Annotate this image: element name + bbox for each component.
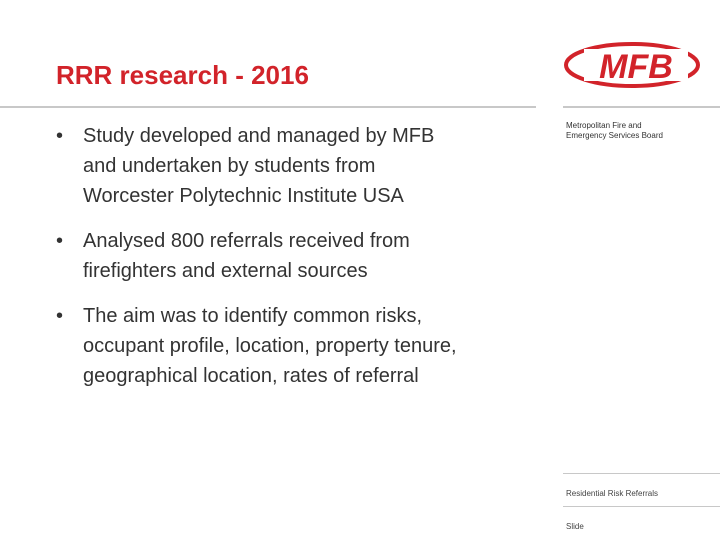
footer-divider [563, 506, 720, 507]
bullet-line: Worcester Polytechnic Institute USA [83, 185, 404, 207]
bullet-line: The aim was to identify common risks, [83, 305, 422, 327]
slide-title: RRR research - 2016 [56, 60, 309, 90]
organization-line: Metropolitan Fire and [566, 121, 642, 130]
bullet-marker: • [56, 230, 64, 252]
footer-slide-label: Slide [566, 522, 584, 531]
footer-divider [563, 473, 720, 474]
bullet-list [56, 121, 546, 406]
bullet-line: Study developed and managed by MFB [83, 125, 435, 147]
bullet-marker: • [56, 125, 64, 147]
logo-text: MFB [599, 48, 673, 86]
bullet-line: and undertaken by students from [83, 155, 376, 177]
bullet-line: Analysed 800 referrals received from [83, 230, 410, 252]
organization-line: Emergency Services Board [566, 131, 663, 140]
bullet-line: geographical location, rates of referral [83, 365, 419, 387]
bullet-marker: • [56, 305, 64, 327]
bullet-item [56, 226, 546, 286]
title-divider [0, 106, 536, 108]
organization-name [566, 121, 716, 141]
bullet-line: firefighters and external sources [83, 260, 368, 282]
mfb-logo [560, 40, 700, 90]
bullet-line: occupant profile, location, property tenure, [83, 335, 457, 357]
logo-divider [563, 106, 720, 108]
bullet-item [56, 121, 546, 211]
footer-title: Residential Risk Referrals [566, 489, 659, 498]
bullet-item [56, 301, 546, 391]
